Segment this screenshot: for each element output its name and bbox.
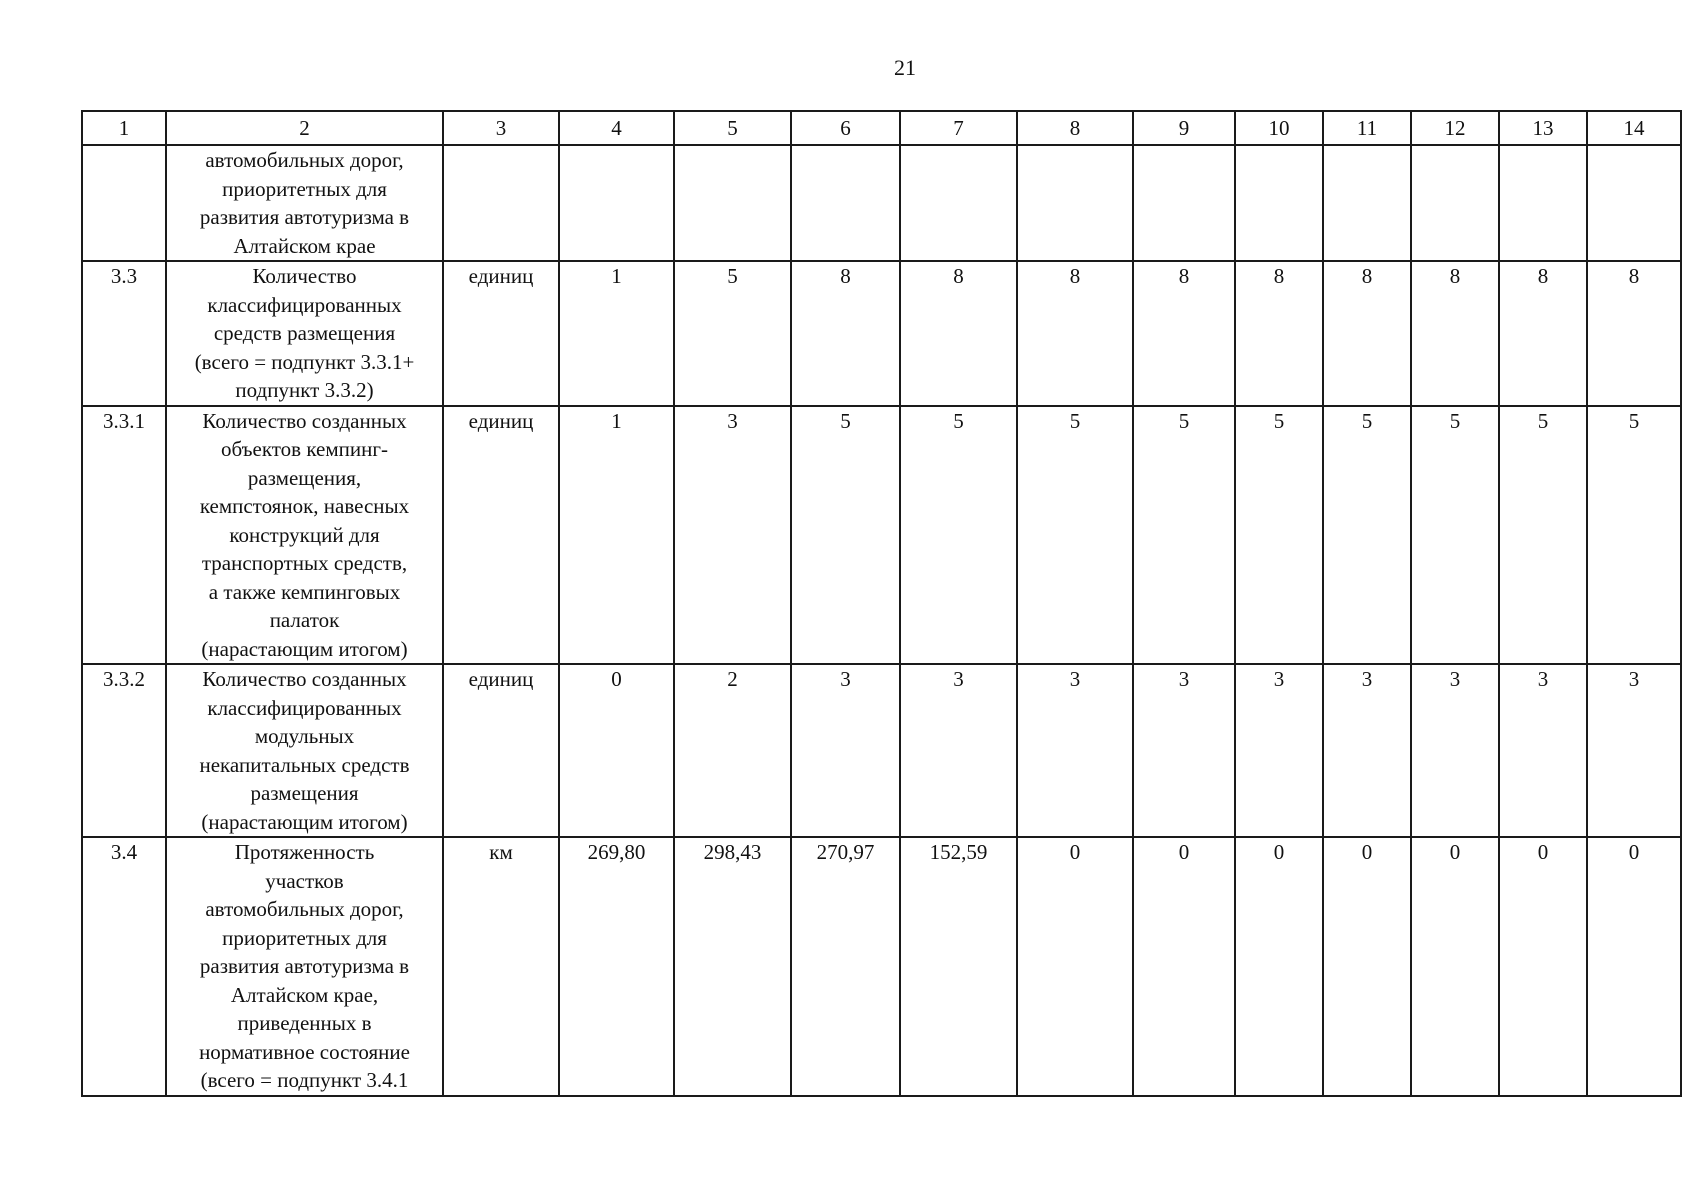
description-line: средств размещения	[213, 321, 396, 345]
column-header: 9	[1133, 111, 1235, 145]
description-line: автомобильных дорог,	[205, 897, 404, 921]
column-header: 10	[1235, 111, 1323, 145]
column-header: 6	[791, 111, 900, 145]
indicator-description	[166, 837, 443, 1096]
description-line: подпункт 3.3.2)	[235, 378, 374, 402]
value-cell: 0	[1235, 837, 1323, 1096]
description-line: Алтайском крае,	[230, 982, 379, 1007]
value-cell: 0	[559, 664, 674, 837]
value-cell: 8	[1017, 261, 1133, 406]
value-cell	[1017, 145, 1133, 261]
value-cell: 5	[1133, 406, 1235, 665]
description-line: транспортных средств,	[201, 551, 408, 575]
value-cell	[674, 145, 791, 261]
value-cell: 1	[559, 261, 674, 406]
column-header: 2	[166, 111, 443, 145]
value-cell: 152,59	[900, 837, 1017, 1096]
value-cell: 5	[791, 406, 900, 665]
value-cell: 5	[1235, 406, 1323, 665]
value-cell: 8	[1587, 261, 1681, 406]
description-line: (нарастающим итогом)	[201, 636, 408, 661]
value-cell: 5	[1411, 406, 1499, 665]
column-header: 1	[82, 111, 166, 145]
description-line: (нарастающим итогом)	[201, 809, 408, 834]
value-cell: 8	[1411, 261, 1499, 406]
description-line: Алтайском крае	[233, 233, 376, 258]
description-line: (всего = подпункт 3.3.1+	[194, 349, 415, 374]
value-cell	[1235, 145, 1323, 261]
column-header: 8	[1017, 111, 1133, 145]
indicator-description	[166, 145, 443, 261]
page-number: 21	[894, 55, 916, 80]
value-cell: 3	[1133, 664, 1235, 837]
row-number: 3.3	[82, 261, 166, 406]
column-header: 3	[443, 111, 559, 145]
value-cell: 3	[674, 406, 791, 665]
column-header: 5	[674, 111, 791, 145]
column-header: 12	[1411, 111, 1499, 145]
value-cell: 3	[1323, 664, 1411, 837]
column-header: 7	[900, 111, 1017, 145]
value-cell: 8	[791, 261, 900, 406]
indicator-description	[166, 664, 443, 837]
unit-cell: км	[443, 837, 559, 1096]
table-row	[82, 837, 1681, 1096]
description-line: (всего = подпункт 3.4.1	[200, 1068, 409, 1092]
value-cell	[1499, 145, 1587, 261]
row-number	[82, 145, 166, 261]
column-header: 11	[1323, 111, 1411, 145]
description-line: Количество	[252, 264, 357, 288]
value-cell: 0	[1499, 837, 1587, 1096]
column-header: 4	[559, 111, 674, 145]
description-line: нормативное состояние	[199, 1039, 410, 1064]
description-line: размещения	[250, 781, 359, 805]
row-number: 3.3.2	[82, 664, 166, 837]
description-line: объектов кемпинг-	[221, 437, 388, 461]
description-line: модульных	[254, 724, 355, 748]
value-cell: 3	[1017, 664, 1133, 837]
column-header: 13	[1499, 111, 1587, 145]
row-number: 3.3.1	[82, 406, 166, 665]
value-cell: 8	[1499, 261, 1587, 406]
table-row	[82, 261, 1681, 406]
row-number: 3.4	[82, 837, 166, 1096]
value-cell: 3	[1411, 664, 1499, 837]
description-line: палаток	[269, 608, 340, 632]
value-cell: 0	[1133, 837, 1235, 1096]
value-cell: 298,43	[674, 837, 791, 1096]
description-line: Количество созданных	[202, 408, 407, 433]
value-cell: 3	[1235, 664, 1323, 837]
value-cell	[1411, 145, 1499, 261]
value-cell: 0	[1323, 837, 1411, 1096]
value-cell: 0	[1587, 837, 1681, 1096]
description-line: участков	[265, 868, 344, 893]
value-cell: 3	[1499, 664, 1587, 837]
value-cell: 2	[674, 664, 791, 837]
value-cell: 8	[1323, 261, 1411, 406]
indicator-description	[166, 261, 443, 406]
table-row	[82, 145, 1681, 261]
description-line: размещения,	[247, 465, 362, 490]
value-cell: 8	[1235, 261, 1323, 406]
value-cell	[900, 145, 1017, 261]
description-line: а также кемпинговых	[208, 579, 401, 604]
description-line: развития автотуризма в	[199, 954, 410, 978]
table-row	[82, 664, 1681, 837]
description-line: классифицированных	[207, 695, 402, 720]
value-cell: 270,97	[791, 837, 900, 1096]
description-line: Количество созданных	[202, 667, 407, 691]
description-line: приоритетных для	[222, 925, 387, 950]
value-cell: 3	[1587, 664, 1681, 837]
value-cell: 0	[1017, 837, 1133, 1096]
unit-cell: единиц	[443, 406, 559, 665]
description-line: кемпстоянок, навесных	[199, 494, 410, 518]
value-cell: 3	[900, 664, 1017, 837]
indicators-table	[81, 110, 1682, 1097]
value-cell: 5	[900, 406, 1017, 665]
column-header: 14	[1587, 111, 1681, 145]
value-cell: 5	[1017, 406, 1133, 665]
description-line: приоритетных для	[222, 176, 387, 201]
value-cell: 8	[1133, 261, 1235, 406]
value-cell: 5	[1587, 406, 1681, 665]
unit-cell: единиц	[443, 261, 559, 406]
header-row	[82, 111, 1681, 145]
description-line: некапитальных средств	[199, 752, 410, 777]
indicator-description	[166, 406, 443, 665]
description-line: конструкций для	[229, 522, 380, 547]
value-cell: 1	[559, 406, 674, 665]
value-cell	[1323, 145, 1411, 261]
unit-cell	[443, 145, 559, 261]
description-line: Протяженность	[234, 840, 375, 864]
description-line: классифицированных	[207, 292, 402, 317]
value-cell	[791, 145, 900, 261]
value-cell: 5	[1499, 406, 1587, 665]
value-cell	[1133, 145, 1235, 261]
value-cell	[559, 145, 674, 261]
value-cell: 0	[1411, 837, 1499, 1096]
unit-cell: единиц	[443, 664, 559, 837]
description-line: развития автотуризма в	[199, 205, 410, 229]
description-line: автомобильных дорог,	[205, 148, 404, 172]
table-row	[82, 406, 1681, 665]
value-cell	[1587, 145, 1681, 261]
description-line: приведенных в	[237, 1011, 372, 1035]
value-cell: 5	[674, 261, 791, 406]
value-cell: 269,80	[559, 837, 674, 1096]
value-cell: 8	[900, 261, 1017, 406]
value-cell: 3	[791, 664, 900, 837]
value-cell: 5	[1323, 406, 1411, 665]
